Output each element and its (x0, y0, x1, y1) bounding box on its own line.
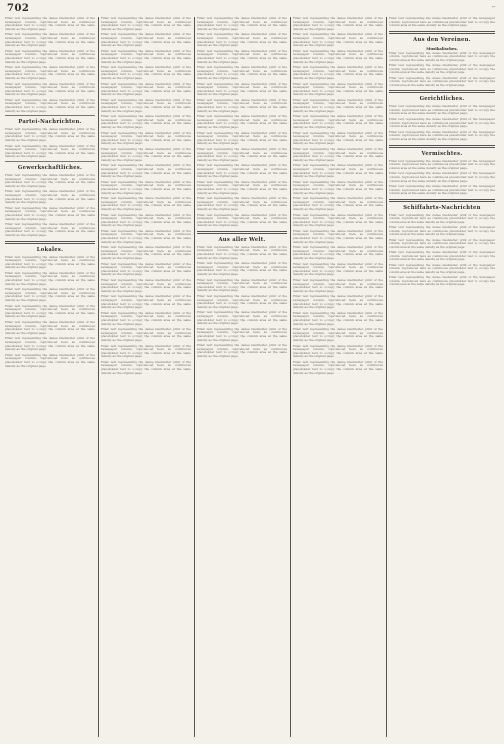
article-text: Filler text representing the dense blackletter print of the newspaper column, reproduced here as continuous placeholder text to occupy the column area at the same density as the original page. (389, 184, 495, 196)
article-text: Filler text representing the dense blackletter print of the newspaper column, reproduced here as continuous placeholder text to occupy the column area at the same density as the original page. (101, 65, 191, 80)
article-text: Filler text representing the dense blackletter print of the newspaper column, reproduced here as continuous placeholder text to occupy the column area at the same density as the original page. (101, 97, 191, 113)
double-rule (389, 31, 495, 34)
article-text: Filler text representing the dense blackletter print of the newspaper column, reproduced here as continuous placeholder text to occupy the column area at the same density as the original page. (389, 16, 495, 28)
article-text: Filler text representing the dense blackletter print of the newspaper column, reproduced here as continuous placeholder text to occupy the column area at the same density as the original page. (197, 97, 287, 113)
article-text: Filler text representing the dense blackletter print of the newspaper column, reproduced here as continuous placeholder text to occupy the column area at the same density as the original page. (5, 65, 95, 80)
listing-text: Filler text representing the dense blackletter print of the newspaper column, reproduced here as continuous placeholder text to occupy the column area at the same density as the original page. (389, 63, 495, 75)
article-text: Filler text representing the dense blackletter print of the newspaper column, reproduced here as continuous placeholder text to occupy the column area at the same density as the original page. (293, 163, 383, 179)
double-rule (389, 145, 495, 148)
column-rule (194, 17, 195, 737)
article-text: Filler text representing the dense blackletter print of the newspaper column, reproduced here as continuous placeholder text to occupy the column area at the same density as the original page. (293, 196, 383, 211)
shipping-listing: Filler text representing the dense blackletter print of the newspaper column, reproduced here as continuous placeholder text to occupy the column area at the same density as the original page. (389, 212, 495, 224)
article-text: Filler text representing the dense blackletter print of the newspaper column, reproduced here as continuous placeholder text to occupy the column area at the same density as the original page. (293, 81, 383, 97)
article-text: Filler text representing the dense blackletter print of the newspaper column, reproduced here as continuous placeholder text to occupy the column area at the same density as the original page. (5, 320, 95, 335)
article-text: Filler text representing the dense blackletter print of the newspaper column, reproduced here as continuous placeholder text to occupy the column area at the same density as the original page. (5, 16, 95, 31)
article-text: Filler text representing the dense blackletter print of the newspaper column, reproduced here as continuous placeholder text to occupy the column area at the same density as the original page. (101, 16, 191, 31)
section-heading-misc: Vermischtes. (421, 150, 463, 157)
article-text: Filler text representing the dense blackletter print of the newspaper column, reproduced here as continuous placeholder text to occupy the column area at the same density as the original page. (5, 336, 95, 352)
shipping-listing: Filler text representing the dense blackletter print of the newspaper column, reproduced here as continuous placeholder text to occupy the column area at the same density as the original page. (389, 237, 495, 249)
article-text: Filler text representing the dense blackletter print of the newspaper column, reproduced here as continuous placeholder text to occupy the column area at the same density as the original page. (101, 228, 191, 244)
article-text: Filler text representing the dense blackletter print of the newspaper column, reproduced here as continuous placeholder text to occupy the column area at the same density as the original page. (197, 147, 287, 162)
article-text: Filler text representing the dense blackletter print of the newspaper column, reproduced here as continuous placeholder text to occupy the column area at the same density as the original page. (197, 261, 287, 277)
article-text: Filler text representing the dense blackletter print of the newspaper column, reproduced here as continuous placeholder text to occupy the column area at the same density as the original page. (293, 294, 383, 310)
article-text: Filler text representing the dense blackletter print of the newspaper column, reproduced here as continuous placeholder text to occupy the column area at the same density as the original page. (101, 163, 191, 179)
subheading-music: Musikalisches. (426, 45, 458, 51)
article-text: Filler text representing the dense blackletter print of the newspaper column, reproduced here as continuous placeholder text to occupy the column area at the same density as the original page. (5, 222, 95, 237)
article-text: Filler text representing the dense blackletter print of the newspaper column, reproduced here as continuous placeholder text to occupy the column area at the same density as the original page. (293, 97, 383, 113)
article-text: Filler text representing the dense blackletter print of the newspaper column, reproduced here as continuous placeholder text to occupy the column area at the same density as the original page. (197, 130, 287, 146)
article-text: Filler text representing the dense blackletter print of the newspaper column, reproduced here as continuous placeholder text to occupy the column area at the same density as the original page. (5, 81, 95, 97)
article-text: Filler text representing the dense blackletter print of the newspaper column, reproduced here as continuous placeholder text to occupy the column area at the same density as the original page. (197, 212, 287, 228)
article-text: Filler text representing the dense blackletter print of the newspaper column, reproduced here as continuous placeholder text to occupy the column area at the same density as the original page. (101, 147, 191, 162)
article-text: Filler text representing the dense blackletter print of the newspaper column, reproduced here as continuous placeholder text to occupy the column area at the same density as the original page. (293, 261, 383, 277)
column-2 (101, 17, 191, 737)
article-text: Filler text representing the dense blackletter print of the newspaper column, reproduced here as continuous placeholder text to occupy the column area at the same density as the original page. (197, 65, 287, 80)
article-text: Filler text representing the dense blackletter print of the newspaper column, reproduced here as continuous placeholder text to occupy the column area at the same density as the original page. (101, 359, 191, 375)
article-text: Filler text representing the dense blackletter print of the newspaper column, reproduced here as continuous placeholder text to occupy the column area at the same density as the original page. (293, 343, 383, 359)
column-3 (197, 17, 287, 737)
article-text: Filler text representing the dense blackletter print of the newspaper column, reproduced here as continuous placeholder text to occupy the column area at the same density as the original page. (101, 261, 191, 277)
article-text: Filler text representing the dense blackletter print of the newspaper column, reproduced here as continuous placeholder text to occupy the column area at the same density as the original page. (197, 326, 287, 342)
article-text: Filler text representing the dense blackletter print of the newspaper column, reproduced here as continuous placeholder text to occupy the column area at the same density as the original page. (5, 97, 95, 113)
article-text: Filler text representing the dense blackletter print of the newspaper column, reproduced here as continuous placeholder text to occupy the column area at the same density as the original page. (197, 16, 287, 31)
article-text: Filler text representing the dense blackletter print of the newspaper column, reproduced here as continuous placeholder text to occupy the column area at the same density as the original page. (5, 127, 95, 143)
listing-text: Filler text representing the dense blackletter print of the newspaper column, reproduced here as continuous placeholder text to occupy the column area at the same density as the original page. (389, 75, 495, 87)
article-text: Filler text representing the dense blackletter print of the newspaper column, reproduced here as continuous placeholder text to occupy the column area at the same density as the original page. (293, 327, 383, 342)
article-text: Filler text representing the dense blackletter print of the newspaper column, reproduced here as continuous placeholder text to occupy the column area at the same density as the original page. (101, 48, 191, 64)
article-text: Filler text representing the dense blackletter print of the newspaper column, reproduced here as continuous placeholder text to occupy the column area at the same density as the original page. (293, 359, 383, 375)
section-heading-local: Lokales. (36, 246, 64, 253)
article-text: Filler text representing the dense blackletter print of the newspaper column, reproduced here as continuous placeholder text to occupy the column area at the same density as the original page. (293, 16, 383, 31)
column-1 (5, 17, 95, 737)
shipping-listing: Filler text representing the dense blackletter print of the newspaper column, reproduced here as continuous placeholder text to occupy the column area at the same density as the original page. (389, 275, 495, 287)
column-rule (290, 17, 291, 737)
article-text: Filler text representing the dense blackletter print of the newspaper column, reproduced here as continuous placeholder text to occupy the column area at the same density as the original page. (101, 81, 191, 97)
double-rule (389, 90, 495, 93)
shipping-listing: Filler text representing the dense blackletter print of the newspaper column, reproduced here as continuous placeholder text to occupy the column area at the same density as the original page. (389, 225, 495, 237)
shipping-listing: Filler text representing the dense blackletter print of the newspaper column, reproduced here as continuous placeholder text to occupy the column area at the same density as the original page. (389, 262, 495, 274)
article-text: Filler text representing the dense blackletter print of the newspaper column, reproduced here as continuous placeholder text to occupy the column area at the same density as the original page. (389, 129, 495, 142)
article-text: Filler text representing the dense blackletter print of the newspaper column, reproduced here as continuous placeholder text to occupy the column area at the same density as the original page. (197, 81, 287, 97)
section-heading-foreign: Aus aller Welt. (218, 236, 266, 243)
article-text: Filler text representing the dense blackletter print of the newspaper column, reproduced here as continuous placeholder text to occupy the column area at the same density as the original page. (293, 147, 383, 162)
article-text: Filler text representing the dense blackletter print of the newspaper column, reproduced here as continuous placeholder text to occupy the column area at the same density as the original page. (293, 228, 383, 244)
article-text: Filler text representing the dense blackletter print of the newspaper column, reproduced here as continuous placeholder text to occupy the column area at the same density as the original page. (5, 189, 95, 205)
double-rule (5, 241, 95, 244)
article-text: Filler text representing the dense blackletter print of the newspaper column, reproduced here as continuous placeholder text to occupy the column area at the same density as the original page. (5, 32, 95, 48)
article-text: Filler text representing the dense blackletter print of the newspaper column, reproduced here as continuous placeholder text to occupy the column area at the same density as the original page. (5, 143, 95, 159)
article-text: Filler text representing the dense blackletter print of the newspaper column, reproduced here as continuous placeholder text to occupy the column area at the same density as the original page. (101, 179, 191, 195)
article-text: Filler text representing the dense blackletter print of the newspaper column, reproduced here as continuous placeholder text to occupy the column area at the same density as the original page. (101, 327, 191, 342)
section-heading-party: Partei-Nachrichten. (18, 119, 82, 126)
article-text: Filler text representing the dense blackletter print of the newspaper column, reproduced here as continuous placeholder text to occupy the column area at the same density as the original page. (293, 245, 383, 261)
article-text: Filler text representing the dense blackletter print of the newspaper column, reproduced here as continuous placeholder text to occupy the column area at the same density as the original page. (197, 343, 287, 358)
corner-mark: ⌐ (491, 4, 496, 10)
article-text: Filler text representing the dense blackletter print of the newspaper column, reproduced here as continuous placeholder text to occupy the column area at the same density as the original page. (101, 32, 191, 48)
article-text: Filler text representing the dense blackletter print of the newspaper column, reproduced here as continuous placeholder text to occupy the column area at the same density as the original page. (389, 171, 495, 183)
article-text: Filler text representing the dense blackletter print of the newspaper column, reproduced here as continuous placeholder text to occupy the column area at the same density as the original page. (197, 277, 287, 293)
article-text: Filler text representing the dense blackletter print of the newspaper column, reproduced here as continuous placeholder text to occupy the column area at the same density as the original page. (293, 114, 383, 130)
article-text: Filler text representing the dense blackletter print of the newspaper column, reproduced here as continuous placeholder text to occupy the column area at the same density as the original page. (101, 245, 191, 261)
article-text: Filler text representing the dense blackletter print of the newspaper column, reproduced here as continuous placeholder text to occupy the column area at the same density as the original page. (101, 310, 191, 326)
section-divider (5, 115, 95, 116)
article-text: Filler text representing the dense blackletter print of the newspaper column, reproduced here as continuous placeholder text to occupy the column area at the same density as the original page. (5, 352, 95, 368)
article-text: Filler text representing the dense blackletter print of the newspaper column, reproduced here as continuous placeholder text to occupy the column area at the same density as the original page. (5, 287, 95, 303)
article-text: Filler text representing the dense blackletter print of the newspaper column, reproduced here as continuous placeholder text to occupy the column area at the same density as the original page. (101, 278, 191, 293)
article-text: Filler text representing the dense blackletter print of the newspaper column, reproduced here as continuous placeholder text to occupy the column area at the same density as the original page. (5, 254, 95, 270)
article-text: Filler text representing the dense blackletter print of the newspaper column, reproduced here as continuous placeholder text to occupy the column area at the same density as the original page. (293, 278, 383, 293)
article-text: Filler text representing the dense blackletter print of the newspaper column, reproduced here as continuous placeholder text to occupy the column area at the same density as the original page. (293, 130, 383, 146)
article-text: Filler text representing the dense blackletter print of the newspaper column, reproduced here as continuous placeholder text to occupy the column area at the same density as the original page. (293, 212, 383, 228)
article-text: Filler text representing the dense blackletter print of the newspaper column, reproduced here as continuous placeholder text to occupy the column area at the same density as the original page. (197, 196, 287, 211)
article-text: Filler text representing the dense blackletter print of the newspaper column, reproduced here as continuous placeholder text to occupy the column area at the same density as the original page. (5, 48, 95, 64)
article-text: Filler text representing the dense blackletter print of the newspaper column, reproduced here as continuous placeholder text to occupy the column area at the same density as the original page. (293, 179, 383, 195)
double-rule (197, 231, 287, 234)
article-text: Filler text representing the dense blackletter print of the newspaper column, reproduced here as continuous placeholder text to occupy the column area at the same density as the original page. (197, 48, 287, 64)
double-rule (389, 199, 495, 202)
article-text: Filler text representing the dense blackletter print of the newspaper column, reproduced here as continuous placeholder text to occupy the column area at the same density as the original page. (293, 48, 383, 64)
article-text: Filler text representing the dense blackletter print of the newspaper column, reproduced here as continuous placeholder text to occupy the column area at the same density as the original page. (197, 244, 287, 260)
article-text: Filler text representing the dense blackletter print of the newspaper column, reproduced here as continuous placeholder text to occupy the column area at the same density as the original page. (197, 179, 287, 195)
article-text: Filler text representing the dense blackletter print of the newspaper column, reproduced here as continuous placeholder text to occupy the column area at the same density as the original page. (197, 114, 287, 130)
article-text: Filler text representing the dense blackletter print of the newspaper column, reproduced here as continuous placeholder text to occupy the column area at the same density as the original page. (101, 294, 191, 310)
article-text: Filler text representing the dense blackletter print of the newspaper column, reproduced here as continuous placeholder text to occupy the column area at the same density as the original page. (293, 310, 383, 326)
article-text: Filler text representing the dense blackletter print of the newspaper column, reproduced here as continuous placeholder text to occupy the column area at the same density as the original page. (101, 196, 191, 211)
article-text: Filler text representing the dense blackletter print of the newspaper column, reproduced here as continuous placeholder text to occupy the column area at the same density as the original page. (389, 104, 495, 116)
column-rule (386, 17, 387, 737)
newspaper-page (5, 3, 497, 741)
article-text: Filler text representing the dense blackletter print of the newspaper column, reproduced here as continuous placeholder text to occupy the column area at the same density as the original page. (5, 173, 95, 188)
section-heading-union: Gewerkschaftliches. (17, 165, 83, 171)
article-text: Filler text representing the dense blackletter print of the newspaper column, reproduced here as continuous placeholder text to occupy the column area at the same density as the original page. (5, 270, 95, 286)
article-text: Filler text representing the dense blackletter print of the newspaper column, reproduced here as continuous placeholder text to occupy the column area at the same density as the original page. (293, 32, 383, 48)
article-text: Filler text representing the dense blackletter print of the newspaper column, reproduced here as continuous placeholder text to occupy the column area at the same density as the original page. (5, 205, 95, 221)
article-text: Filler text representing the dense blackletter print of the newspaper column, reproduced here as continuous placeholder text to occupy the column area at the same density as the original page. (101, 212, 191, 228)
section-heading-association: Aus den Vereinen. (413, 36, 471, 43)
article-text: Filler text representing the dense blackletter print of the newspaper column, reproduced here as continuous placeholder text to occupy the column area at the same density as the original page. (197, 294, 287, 309)
column-4 (293, 17, 383, 737)
column-rule (98, 17, 99, 737)
article-text: Filler text representing the dense blackletter print of the newspaper column, reproduced here as continuous placeholder text to occupy the column area at the same density as the original page. (101, 114, 191, 130)
article-text: Filler text representing the dense blackletter print of the newspaper column, reproduced here as continuous placeholder text to occupy the column area at the same density as the original page. (293, 65, 383, 80)
article-text: Filler text representing the dense blackletter print of the newspaper column, reproduced here as continuous placeholder text to occupy the column area at the same density as the original page. (197, 32, 287, 48)
article-text: Filler text representing the dense blackletter print of the newspaper column, reproduced here as continuous placeholder text to occupy the column area at the same density as the original page. (101, 343, 191, 359)
section-heading-courts: Gerichtliches. (419, 96, 465, 103)
article-text: Filler text representing the dense blackletter print of the newspaper column, reproduced here as continuous placeholder text to occupy the column area at the same density as the original page. (197, 310, 287, 326)
shipping-listing: Filler text representing the dense blackletter print of the newspaper column, reproduced here as continuous placeholder text to occupy the column area at the same density as the original page. (389, 250, 495, 262)
section-heading-shipping: Schiffahrts-Nachrichten (403, 204, 481, 211)
article-text: Filler text representing the dense blackletter print of the newspaper column, reproduced here as continuous placeholder text to occupy the column area at the same density as the original page. (389, 158, 495, 170)
article-text: Filler text representing the dense blackletter print of the newspaper column, reproduced here as continuous placeholder text to occupy the column area at the same density as the original page. (197, 163, 287, 179)
page-number: 702 (7, 3, 30, 14)
listing-text: Filler text representing the dense blackletter print of the newspaper column, reproduced here as continuous placeholder text to occupy the column area at the same density as the original page. (389, 50, 495, 62)
article-text: Filler text representing the dense blackletter print of the newspaper column, reproduced here as continuous placeholder text to occupy the column area at the same density as the original page. (5, 303, 95, 319)
column-5 (389, 17, 495, 737)
section-divider (5, 161, 95, 162)
article-text: Filler text representing the dense blackletter print of the newspaper column, reproduced here as continuous placeholder text to occupy the column area at the same density as the original page. (389, 117, 495, 129)
article-text: Filler text representing the dense blackletter print of the newspaper column, reproduced here as continuous placeholder text to occupy the column area at the same density as the original page. (101, 130, 191, 146)
